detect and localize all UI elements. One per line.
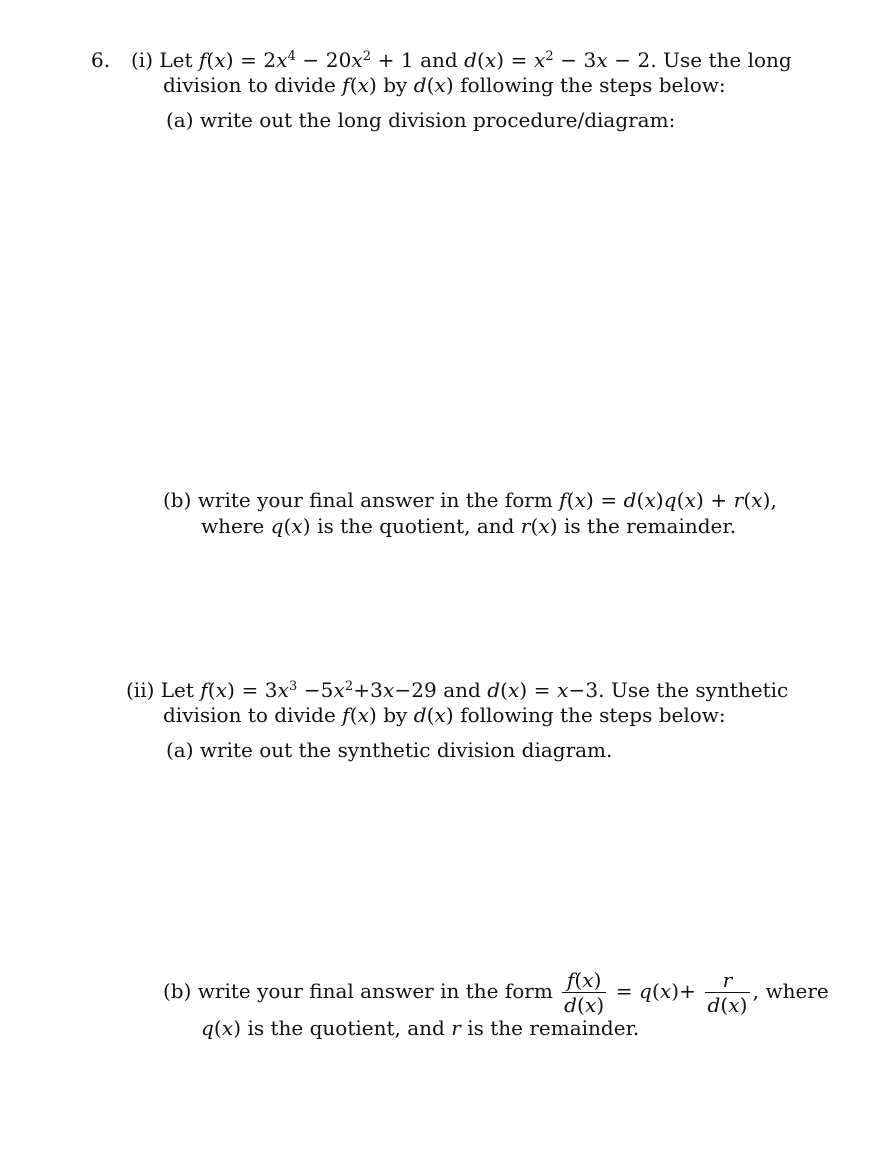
and-word: and (420, 48, 458, 72)
let-word: Let (159, 48, 193, 72)
part-i-intro-tail: Use the long (663, 48, 792, 72)
fraction-r-over-d: $\frac{r}{d(x)}$ (707, 968, 748, 1017)
part-i-b-line-2 (201, 516, 736, 536)
f-definition-ii: $f(x) = 3x^3 -5x^2+3x-29$ (200, 678, 437, 702)
part-ii-line2-text-3: following the steps below: (460, 703, 726, 727)
r-symbol-ii: r (451, 1016, 461, 1040)
part-i-b-label: (b) (163, 488, 192, 512)
d-symbol: d(x) (413, 73, 454, 97)
f-symbol-ii: f(x) (342, 703, 377, 727)
and-word-ii: and (443, 678, 481, 702)
part-i-b-text-3: is the quotient, and (317, 514, 515, 538)
problem-number-text: 6. (91, 48, 111, 72)
part-ii-b-text-3: is the quotient, and (247, 1016, 445, 1040)
part-ii-a-label: (a) (166, 738, 194, 762)
let-word-ii: Let (160, 678, 194, 702)
r-symbol: r(x) (520, 514, 558, 538)
f-definition-i: $f(x) = 2x^4 - 20x^2 + 1$ (198, 48, 414, 72)
d-symbol-ii: d(x) (413, 703, 454, 727)
part-i-b-formula: f(x) = d(x)q(x) + r(x), (559, 488, 777, 512)
part-ii-line2-text-2: by (383, 703, 408, 727)
f-symbol: f(x) (342, 73, 377, 97)
part-i-line2-text-3: following the steps below: (460, 73, 726, 97)
part-ii-b-text-4: is the remainder. (467, 1016, 640, 1040)
part-ii-b-line-1 (163, 968, 829, 1017)
part-i-b-line-1 (163, 490, 777, 510)
part-i-a (166, 110, 675, 130)
fraction-f-over-d: $\frac{f(x)}{d(x)}$ (564, 968, 605, 1017)
part-i-b-text-2: where (201, 514, 265, 538)
q-symbol: q(x) (270, 514, 311, 538)
part-ii-line-2 (163, 705, 726, 725)
part-i-line-1 (131, 50, 792, 70)
part-i-line2-text-1: division to divide (163, 73, 336, 97)
part-i-b-text-1: write your final answer in the form (197, 488, 553, 512)
part-i-line2-text-2: by (383, 73, 408, 97)
part-ii-b-line-2 (201, 1018, 639, 1038)
part-i-a-text: write out the long division procedure/diagram: (199, 108, 676, 132)
d-definition-ii: d(x) = x−3. (487, 678, 605, 702)
part-ii-b-label: (b) (163, 979, 192, 1003)
d-definition-i: $d(x) = x^2 - 3x - 2$. (464, 48, 657, 72)
q-symbol-ii: q(x) (201, 1016, 242, 1040)
part-ii-b-text-1: write your final answer in the form (197, 979, 553, 1003)
part-i-a-label: (a) (166, 108, 194, 132)
part-ii-a-text: write out the synthetic division diagram. (199, 738, 613, 762)
part-ii-b-formula: $\frac{f(x)}{d(x)}$ = q(x)+ $\frac{r}{d(x)}$ , (564, 968, 766, 1017)
part-i-b-text-4: is the remainder. (564, 514, 737, 538)
part-ii-line-1 (126, 680, 788, 700)
part-ii-intro-tail: Use the synthetic (610, 678, 789, 702)
problem-number (91, 50, 110, 70)
part-ii-b-text-2: where (765, 979, 829, 1003)
part-i-label: (i) (131, 48, 154, 72)
part-i-line-2 (163, 75, 726, 95)
part-ii-label: (ii) (126, 678, 155, 702)
part-ii-a (166, 740, 612, 760)
part-ii-line2-text-1: division to divide (163, 703, 336, 727)
